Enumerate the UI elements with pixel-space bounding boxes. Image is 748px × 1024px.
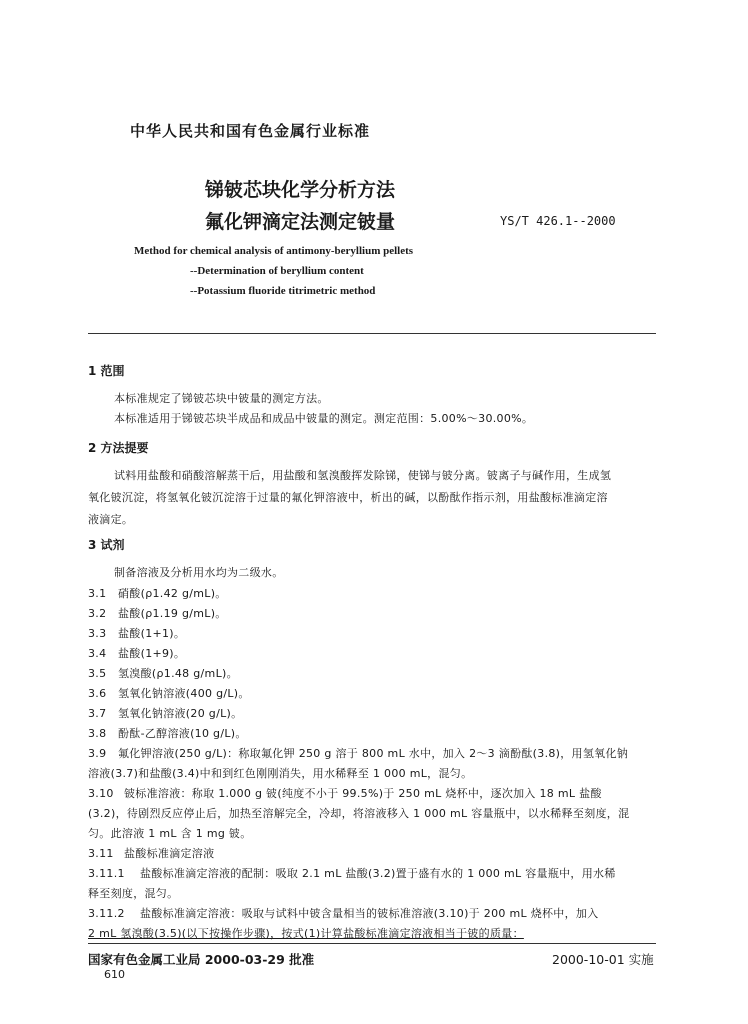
item-number: 3.5 bbox=[88, 667, 107, 680]
section-1-para-1: 本标准规定了锑铍芯块中铍量的测定方法。 bbox=[114, 392, 329, 405]
section-3-heading: 3 试剂 bbox=[88, 538, 125, 552]
english-title-line2: --Determination of beryllium content bbox=[190, 265, 364, 277]
reagent-item bbox=[88, 645, 185, 661]
reagent-item-continuation: 释至刻度，混匀。 bbox=[88, 887, 179, 900]
reagent-item-continuation: 2 mL 氢溴酸(3.5)(以下按操作步骤)，按式(1)计算盐酸标准滴定溶液相当于铍的质量： bbox=[88, 927, 524, 940]
item-number: 3.11 bbox=[88, 847, 114, 860]
section-2-line-1: 试料用盐酸和硝酸溶解蒸干后，用盐酸和氢溴酸挥发除锑，使锑与铍分离。铍离子与碱作用，生成氢 bbox=[114, 469, 612, 482]
section-2-heading: 2 方法提要 bbox=[88, 441, 149, 455]
item-text: 氟化钾溶液(250 g/L)：称取氟化钾 250 g 溶于 800 mL 水中，加入 2～3 滴酚酞(3.8)，用氢氧化钠 bbox=[118, 747, 629, 760]
item-text: 酚酞-乙醇溶液(10 g/L)。 bbox=[118, 727, 247, 740]
reagent-item bbox=[88, 585, 227, 601]
item-number: 3.10 bbox=[88, 787, 114, 800]
standard-title-line2: 氟化钾滴定法测定铍量 bbox=[205, 211, 396, 233]
item-text: 盐酸(1+1)。 bbox=[118, 627, 186, 640]
item-number: 3.3 bbox=[88, 627, 107, 640]
item-text: 氢氧化钠溶液(400 g/L)。 bbox=[118, 687, 250, 700]
reagent-item bbox=[88, 905, 599, 921]
item-number: 3.11.1 bbox=[88, 867, 125, 880]
issuing-body: 中华人民共和国有色金属行业标准 bbox=[130, 122, 371, 140]
reagent-item bbox=[88, 785, 602, 801]
english-title-line3: --Potassium fluoride titrimetric method bbox=[190, 285, 376, 297]
standard-title-line1: 锑铍芯块化学分析方法 bbox=[205, 179, 396, 201]
item-text: 铍标准溶液：称取 1.000 g 铍(纯度不小于 99.5%)于 250 mL 烧杯中，逐次加入 18 mL 盐酸 bbox=[124, 787, 602, 800]
standard-number: YS/T 426.1--2000 bbox=[500, 214, 616, 228]
reagent-item bbox=[88, 665, 238, 681]
item-number: 3.2 bbox=[88, 607, 107, 620]
approval-line: 国家有色金属工业局 2000-03-29 批准 bbox=[88, 952, 315, 967]
section-1-para-2: 本标准适用于锑铍芯块半成品和成品中铍量的测定。测定范围：5.00%～30.00%。 bbox=[114, 412, 534, 425]
section-2-line-3: 液滴定。 bbox=[88, 513, 134, 526]
reagent-item-continuation: 匀。此溶液 1 mL 含 1 mg 铍。 bbox=[88, 827, 252, 840]
reagent-item bbox=[88, 685, 250, 701]
reagent-item bbox=[88, 865, 616, 881]
header-divider bbox=[88, 333, 656, 334]
reagent-item bbox=[88, 605, 227, 621]
effective-date: 2000-10-01 实施 bbox=[552, 952, 654, 967]
section-1-heading: 1 范围 bbox=[88, 364, 125, 378]
item-text: 盐酸(ρ1.19 g/mL)。 bbox=[118, 607, 227, 620]
item-number: 3.11.2 bbox=[88, 907, 125, 920]
english-title-line1: Method for chemical analysis of antimony-beryllium pellets bbox=[134, 245, 414, 257]
reagent-item bbox=[88, 845, 214, 861]
item-number: 3.4 bbox=[88, 647, 107, 660]
item-text: 氢溴酸(ρ1.48 g/mL)。 bbox=[118, 667, 238, 680]
item-text: 盐酸标准滴定溶液的配制：吸取 2.1 mL 盐酸(3.2)置于盛有水的 1 000 mL 容量瓶中，用水稀 bbox=[140, 867, 616, 880]
footer-divider bbox=[88, 943, 656, 944]
item-text: 盐酸标准滴定溶液 bbox=[124, 847, 215, 860]
item-text: 盐酸标准滴定溶液：吸取与试料中铍含量相当的铍标准溶液(3.10)于 200 mL 烧杯中，加入 bbox=[140, 907, 599, 920]
item-number: 3.9 bbox=[88, 747, 107, 760]
item-number: 3.7 bbox=[88, 707, 107, 720]
reagent-item bbox=[88, 745, 628, 761]
reagent-item bbox=[88, 705, 242, 721]
page-number: 610 bbox=[104, 968, 125, 981]
reagent-item bbox=[88, 625, 185, 641]
section-2-line-2: 氧化铍沉淀，将氢氧化铍沉淀溶于过量的氟化钾溶液中，析出的碱，以酚酞作指示剂，用盐酸标准滴定溶 bbox=[88, 491, 608, 504]
item-text: 氢氧化钠溶液(20 g/L)。 bbox=[118, 707, 243, 720]
section-3-intro: 制备溶液及分析用水均为二级水。 bbox=[114, 566, 284, 579]
item-number: 3.6 bbox=[88, 687, 107, 700]
item-text: 硝酸(ρ1.42 g/mL)。 bbox=[118, 587, 227, 600]
reagent-item bbox=[88, 725, 247, 741]
item-number: 3.8 bbox=[88, 727, 107, 740]
item-text: 盐酸(1+9)。 bbox=[118, 647, 186, 660]
reagent-item-continuation: (3.2)，待剧烈反应停止后，加热至溶解完全，冷却，将溶液移入 1 000 mL 容量瓶中，以水稀释至刻度，混 bbox=[88, 807, 630, 820]
reagent-item-continuation: 溶液(3.7)和盐酸(3.4)中和到红色刚刚消失，用水稀释至 1 000 mL，混匀。 bbox=[88, 767, 473, 780]
item-number: 3.1 bbox=[88, 587, 107, 600]
